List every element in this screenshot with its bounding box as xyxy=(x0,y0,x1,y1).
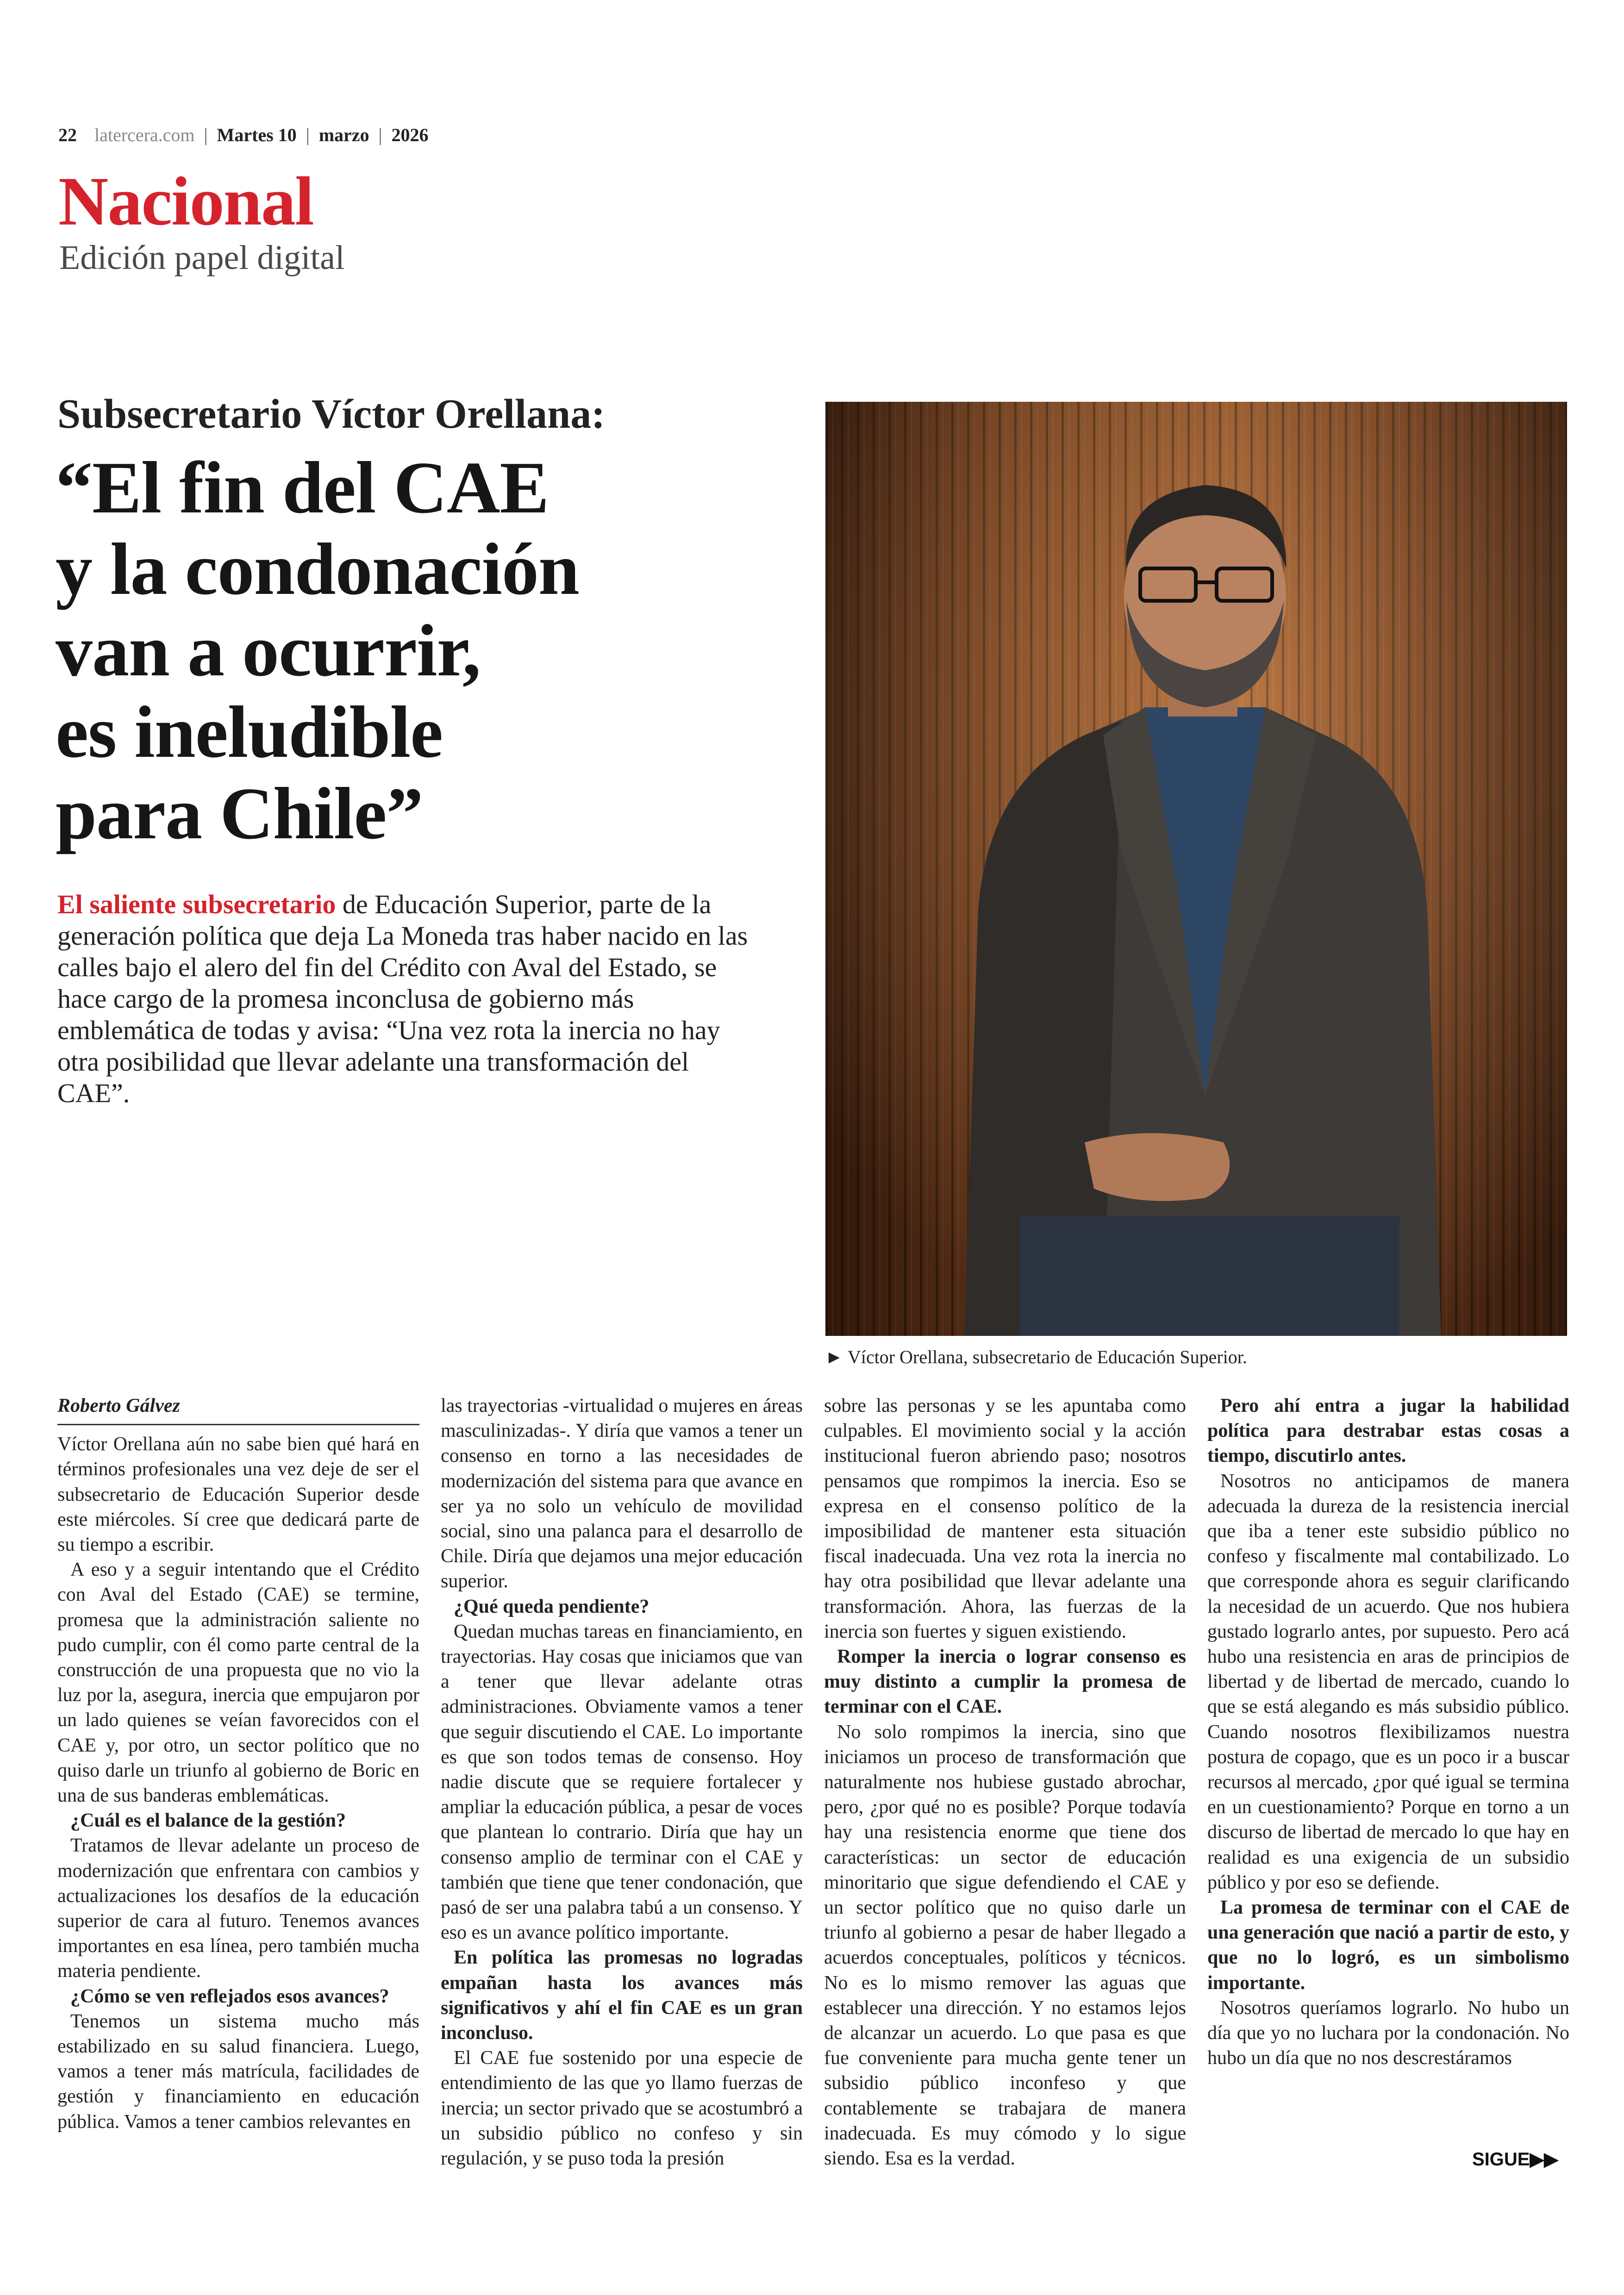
interview-question: ¿Cómo se ven reflejados esos avances? xyxy=(70,1985,389,2007)
article-column-4 xyxy=(1207,1393,1569,2070)
headline-line: van a ocurrir, xyxy=(56,609,481,692)
continues-indicator[interactable] xyxy=(1472,2149,1558,2170)
body-paragraph: las trayectorias -virtualidad o mujeres en áreas masculinizadas-. Y diría que vamos a tener un consenso en torno a las necesidades de modernización del sistema para que avance en ser ya no solo un vehículo de movilidad social, sino una palanca para el desarrollo de Chile. Diría que dejamos una mejor educación superior. xyxy=(441,1395,803,1592)
edition-label: Edición papel digital xyxy=(59,239,345,277)
page-header xyxy=(58,124,429,146)
body-paragraph: No solo rompimos la inercia, sino que iniciamos un proceso de transformación que naturalmente nos hubiese gustado abrochar, pero, ¿por qué no es posible? Porque todavía hay una resistencia enorme que tiene dos características: un sector de educación minoritario que sigue defendiendo el CAE y un sector político que no quiso darle un triunfo al gobierno a pesar de haber llegado a acuerdos conceptuales, políticos y técnicos. No es lo mismo remover las aguas que establecer una dirección. Y no estamos lejos de alcanzar un acuerdo. Lo que pasa es que fue conveniente para mucha gente tener un subsidio público inconfeso y que contablemente se trabajara de manera inadecuada. Es muy cómodo y lo sigue siendo. Esa es la verdad. xyxy=(824,1721,1186,2170)
body-paragraph: Nosotros queríamos lograrlo. No hubo un día que yo no luchara por la condonación. No hubo un día que no nos descrestáramos xyxy=(1207,1997,1569,2069)
body-paragraph: Quedan muchas tareas en financiamiento, en trayectorias. Hay cosas que iniciamos que van a tener que llevar adelante otras administraciones. Obviamente vamos a tener que seguir discutiendo el CAE. Lo importante es que son todos temas de consenso. Hoy nadie discute que se requiere fortalecer y ampliar la educación pública, a pesar de voces que plantean lo contrario. Diría que hay un consenso amplio de terminar con el CAE y también que tiene que tener condonación, que pasó de ser una palabra tabú a un consenso. Y eso es un avance político importante. xyxy=(441,1621,803,1944)
headline-line: es ineludible xyxy=(56,691,443,773)
date-year: 2026 xyxy=(391,125,429,145)
photo-caption: ► Víctor Orellana, subsecretario de Educación Superior. xyxy=(825,1347,1247,1367)
site-name[interactable]: latercera.com xyxy=(94,125,195,145)
continues-label: SIGUE xyxy=(1472,2149,1530,2170)
headline-line: para Chile” xyxy=(56,772,423,854)
interview-question: Pero ahí entra a jugar la habilidad política para destrabar estas cosas a tiempo, discutirlo antes. xyxy=(1207,1395,1569,1467)
interview-question: ¿Cuál es el balance de la gestión? xyxy=(70,1810,346,1832)
body-paragraph: Nosotros no anticipamos de manera adecuada la dureza de la resistencia inercial que iba a tener este subsidio público no confeso y fiscalmente mal contabilizado. Lo que corresponde ahora es seguir clarificando la necesidad de un acuerdo. Que nos hubiera gustado lograrlo antes, por supuesto. Pero acá hubo una resistencia en aras de principios de libertad y de libertad de mercado, cuando lo que se está alegando es más subsidio público. Cuando nosotros flexibilizamos nuestra postura de copago, que es un poco ir a buscar recursos al mercado, ¿por qué igual se termina en un cuestionamiento? Porque en torno a un discurso de libertad de mercado lo que hay en realidad es una exigencia de un subsidio público y por eso se defiende. xyxy=(1207,1470,1569,1893)
portrait-photo xyxy=(825,402,1567,1336)
headline-line: “El fin del CAE xyxy=(56,446,549,529)
forward-arrows-icon: ▶▶ xyxy=(1530,2149,1559,2170)
column-body xyxy=(57,1432,419,2134)
body-paragraph: Tenemos un sistema mucho más estabilizado en su salud financiera. Luego, vamos a tener más matrícula, facilidades de gestión y financiamiento en educación pública. Vamos a tener cambios relevantes en xyxy=(57,2010,419,2133)
body-paragraph: A eso y a seguir intentando que el Crédito con Aval del Estado (CAE) se termine, promesa que la administración saliente no pudo cumplir, con él como parte central de la construcción de una propuesta que no vio la luz por la, asegura, inercia que empujaron por un lado quienes se veían favorecidos con el CAE y, por otro, un sector político que no quiso darle un triunfo al gobierno de Boric en una de sus banderas emblemáticas. xyxy=(57,1559,419,1807)
article-column-2 xyxy=(441,1393,803,2171)
body-paragraph: sobre las personas y se les apuntaba como culpables. El movimiento social y la acción institucional fueron abriendo paso; nosotros pensamos que rompimos la inercia. Eso se expresa en el consenso político de la imposibilidad de mantener esta situación fiscal inadecuada. Una vez rota la inercia no hay otra posibilidad que llevar adelante una transformación. Ahora, las fuerzas de la inercia son fuertes y siguen existiendo. xyxy=(824,1395,1186,1642)
article-column-1 xyxy=(57,1393,419,2134)
date-day: Martes 10 xyxy=(217,125,297,145)
body-paragraph: El CAE fue sostenido por una especie de entendimiento de las que yo llamo fuerzas de inercia; un sector privado que se acostumbró a un subsidio público no confeso y sin regulación, y se puso toda la presión xyxy=(441,2047,803,2170)
separator: | xyxy=(306,125,310,145)
article-column-3 xyxy=(824,1393,1186,2171)
deck-lead: El saliente subsecretario xyxy=(57,889,336,919)
article-headline xyxy=(56,447,796,854)
date-month: marzo xyxy=(319,125,369,145)
headline-line: y la condonación xyxy=(56,528,579,610)
section-title: Nacional xyxy=(58,163,313,240)
interview-question: En política las promesas no logradas empañan hasta los avances más significativos y ahí el fin CAE es un gran inconcluso. xyxy=(441,1947,803,2044)
separator: | xyxy=(204,125,208,145)
portrait-illustration xyxy=(825,402,1567,1336)
page-number: 22 xyxy=(58,125,77,145)
separator: | xyxy=(378,125,382,145)
interview-question: Romper la inercia o lograr consenso es muy distinto a cumplir la promesa de terminar con el CAE. xyxy=(824,1646,1186,1718)
deck-text: de Educación Superior, parte de la generación política que deja La Moneda tras haber nacido en las calles bajo el alero del fin del Crédito con Aval del Estado, se hace cargo de la promesa inconclusa de gobierno más emblemática de todas y avisa: “Una vez rota la inercia no hay otra posibilidad que llevar adelante una transformación del CAE”. xyxy=(57,889,748,1108)
interview-question: ¿Qué queda pendiente? xyxy=(454,1596,650,1617)
body-paragraph: Víctor Orellana aún no sabe bien qué hará en términos profesionales una vez deje de ser el subsecretario de Educación Superior desde este miércoles. Sí cree que dedicará parte de su tiempo a escribir. xyxy=(57,1434,419,1556)
column-body xyxy=(824,1393,1186,2171)
byline: Roberto Gálvez xyxy=(57,1393,419,1425)
article-deck xyxy=(57,889,761,1109)
column-body xyxy=(441,1393,803,2171)
interview-question: La promesa de terminar con el CAE de una generación que nació a partir de esto, y que no lo logró, es un simbolismo importante. xyxy=(1207,1897,1569,1994)
body-paragraph: Tratamos de llevar adelante un proceso de modernización que enfrentara con cambios y actualizaciones los desafíos de la educación superior de cara al futuro. Tenemos avances importantes en esa línea, pero también mucha materia pendiente. xyxy=(57,1835,419,1982)
article-kicker: Subsecretario Víctor Orellana: xyxy=(57,391,606,437)
column-body xyxy=(1207,1393,1569,2070)
